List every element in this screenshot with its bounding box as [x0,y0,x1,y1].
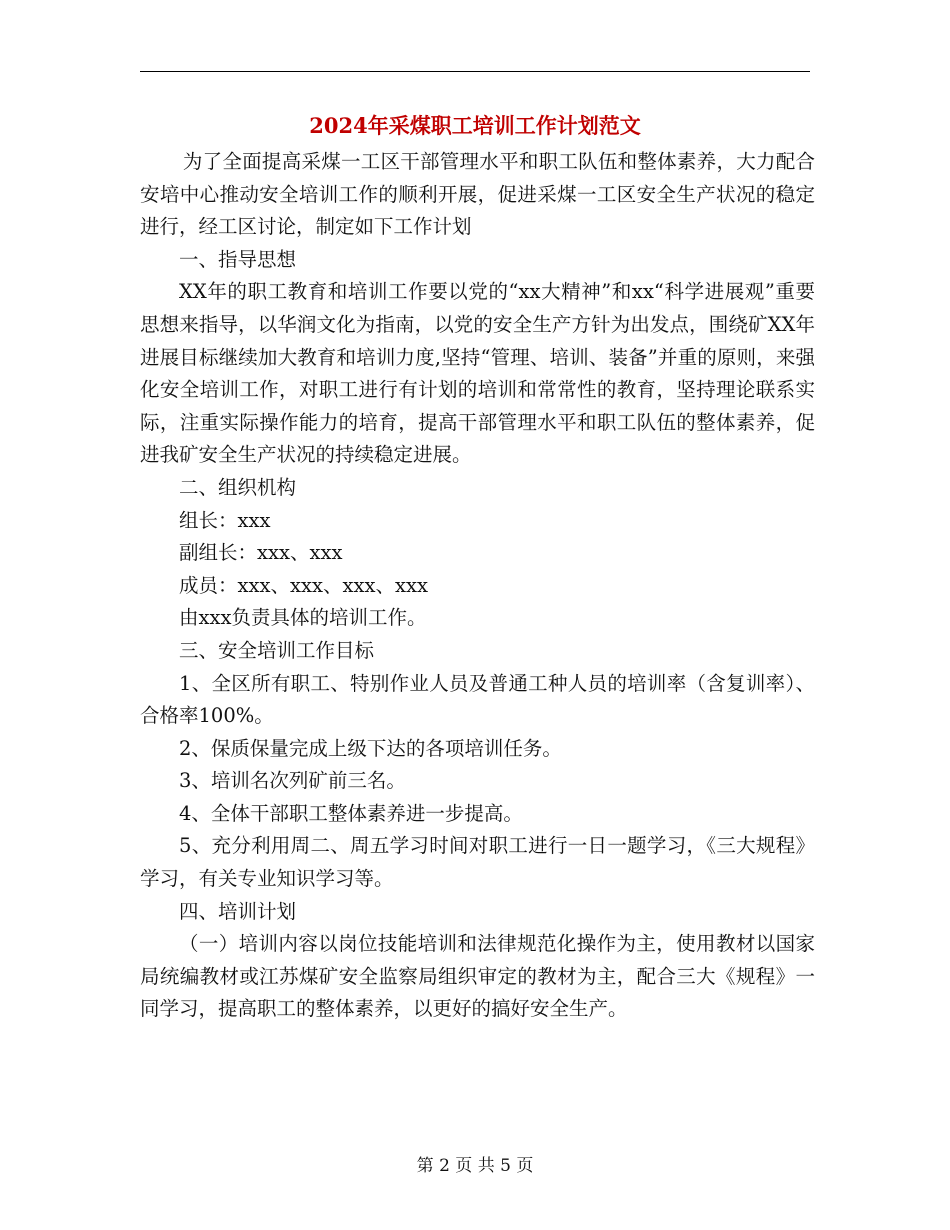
organization-members: 成员：xxx、xxx、xxx、xxx [179,573,428,597]
document-body [140,146,815,1026]
training-goal-item: 2、保质保量完成上级下达的各项培训任务。 [179,736,562,760]
organization-leader: 组长：xxx [179,508,271,532]
section-heading-training-plan: 四、培训计划 [179,899,297,923]
training-goal-item: 4、全体干部职工整体素养进一步提高。 [179,801,523,825]
section-heading-organization: 二、组织机构 [179,475,297,499]
header-rule [140,71,810,72]
section-heading-guiding-ideology: 一、指导思想 [179,247,297,271]
intro-paragraph: 为了全面提高采煤一工区干部管理水平和职工队伍和整体素养，大力配合安培中心推动安全培训工作的顺利开展，促进采煤一工区安全生产状况的稳定进行，经工区讨论，制定如下工作计划 [140,150,815,239]
organization-deputy-leader: 副组长：xxx、xxx [179,541,343,565]
training-goal-item: 5、充分利用周二、周五学习时间对职工进行一日一题学习，《三大规程》学习，有关专业知识学习等。 [140,834,815,891]
section-heading-training-goals: 三、安全培训工作目标 [179,638,375,662]
training-goal-item: 3、培训名次列矿前三名。 [179,769,406,793]
document-title: 2024年采煤职工培训工作计划范文 [309,113,641,138]
training-plan-paragraph: （一）培训内容以岗位技能培训和法律规范化操作为主，使用教材以国家局统编教材或江苏煤矿安全监察局组织审定的教材为主，配合三大《规程》一同学习，提高职工的整体素养，以更好的搞好安全生产。 [140,932,815,1021]
guiding-ideology-paragraph: XX年的职工教育和培训工作要以党的“xx大精神”和xx“科学进展观”重要思想来指导，以华润文化为指南，以党的安全生产方针为出发点，围绕矿XX年进展目标继续加大教育和培训力度,坚持“管理、培训、装备”并重的原则，来强化安全培训工作，对职工进行有计划的培训和常常性的教育，坚持理论联系实际，注重实际操作能力的培育，提高干部管理水平和职工队伍的整体素养，促进我矿安全生产状况的持续稳定进展。 [140,280,815,467]
page-number-footer: 第 2 页 共 5 页 [416,1156,534,1176]
training-goal-item: 1、全区所有职工、特别作业人员及普通工种人员的培训率（含复训率）、合格率100%。 [140,671,815,728]
organization-responsible: 由xxx负责具体的培训工作。 [179,606,427,630]
